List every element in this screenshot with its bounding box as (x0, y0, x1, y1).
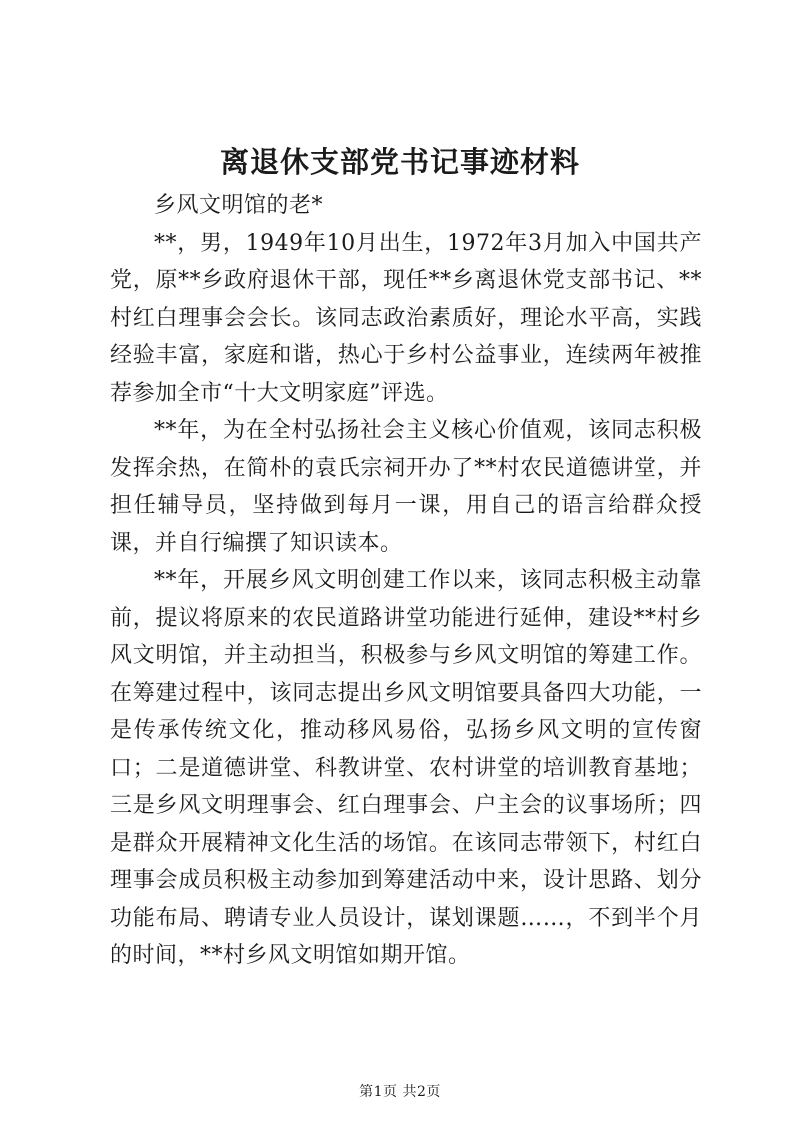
paragraph-3: **年，开展乡风文明创建工作以来，该同志积极主动靠前，提议将原来的农民道路讲堂功能进行延伸，建设**村乡风文明馆，并主动担当，积极参与乡风文明馆的筹建工作。在筹建过程中，该同志提出乡风文明馆要具备四大功能，一是传承传统文化，推动移风易俗，弘扬乡风文明的宣传窗口；二是道德讲堂、科教讲堂、农村讲堂的培训教育基地；三是乡风文明理事会、红白理事会、户主会的议事场所；四是群众开展精神文化生活的场馆。在该同志带领下，村红白理事会成员积极主动参加到筹建活动中来，设计思路、划分功能布局、聘请专业人员设计，谋划课题……，不到半个月的时间，**村乡风文明馆如期开馆。 (110, 568, 702, 968)
paragraph-2: **年，为在全村弘扬社会主义核心价值观，该同志积极发挥余热，在简朴的袁氏宗祠开办了**村农民道德讲堂，并担任辅导员，坚持做到每月一课，用自己的语言给群众授课，并自行编撰了知识读本。 (110, 418, 702, 556)
page-footer: 第1页 共2页 (359, 1084, 441, 1100)
document-title: 离退休支部党书记事迹材料 (219, 145, 580, 179)
paragraph-1: **，男，1949年10月出生，1972年3月加入中国共产党，原**乡政府退休干部，现任**乡离退休党支部书记、**村红白理事会会长。该同志政治素质好，理论水平高，实践经验丰富，家庭和谐，热心于乡村公益事业，连续两年被推荐参加全市“十大文明家庭”评选。 (110, 230, 702, 406)
subtitle-line: 乡风文明馆的老* (154, 193, 324, 218)
document-body (110, 187, 702, 975)
